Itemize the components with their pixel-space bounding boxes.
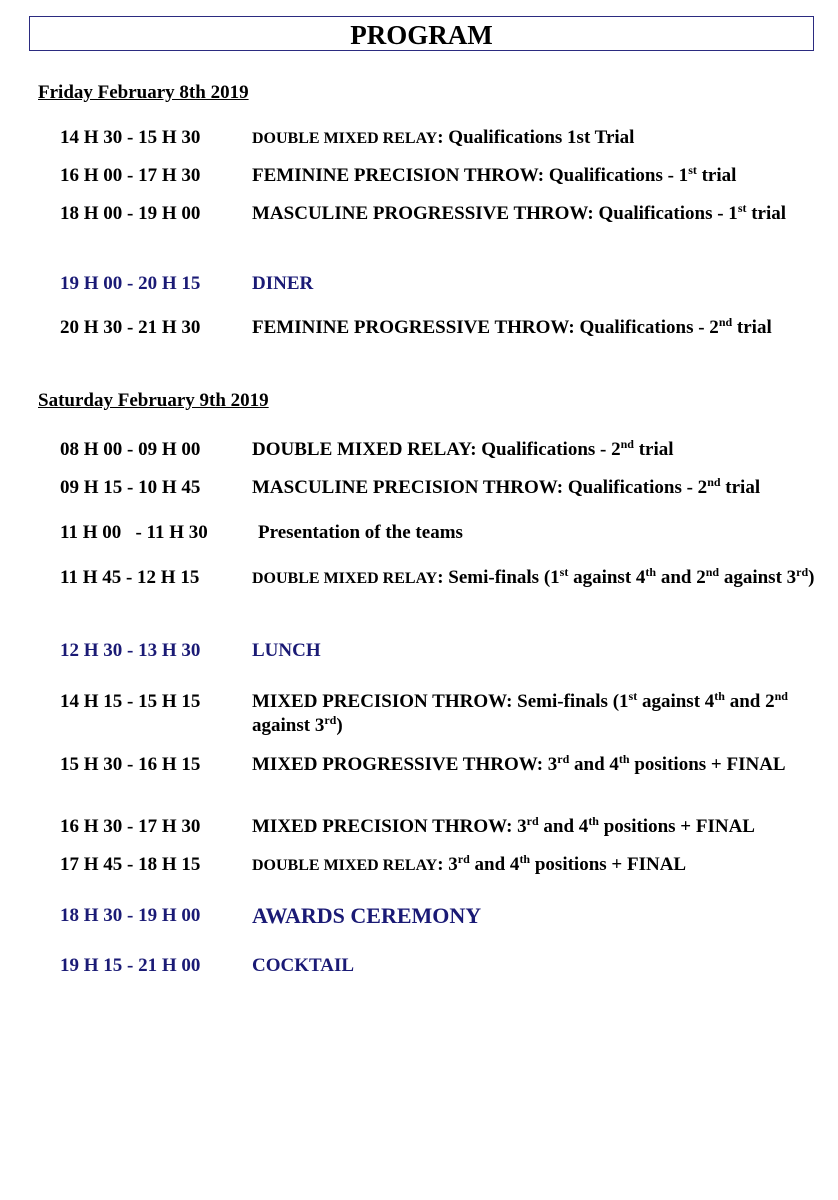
item-event: FEMININE PRECISION THROW [252,165,538,186]
item-time: 18 H 30 - 19 H 00 [60,905,201,926]
item-description: DOUBLE MIXED RELAY: Qualifications - 2nd trial [252,437,674,460]
item-event: MIXED PRECISION THROW [252,816,507,837]
item-time: 11 H 00 - 11 H 30 [60,522,208,543]
item-event: AWARDS CEREMONY [252,903,482,928]
item-detail: Qualifications - 2nd trial [481,437,674,460]
page-title: PROGRAM [29,16,814,51]
item-description: DOUBLE MIXED RELAY: Qualifications 1st Trial [252,127,635,148]
item-description: FEMININE PROGRESSIVE THROW: Qualifications - 2nd trial [252,315,772,338]
item-description: DOUBLE MIXED RELAY: 3rd and 4th positions + FINAL [252,852,687,875]
item-event: COCKTAIL [252,955,355,976]
item-time: 16 H 00 - 17 H 30 [60,165,201,186]
item-time: 16 H 30 - 17 H 30 [60,816,201,837]
item-description [258,521,833,545]
item-detail: 3rd and 4th positions + FINAL [547,752,786,775]
item-detail: Qualifications - 2nd trial [567,475,761,498]
item-description: MIXED PRECISION THROW: Semi-finals (1st against 4th and 2nd against 3rd) [252,689,788,736]
item-description [252,954,827,978]
item-detail: Qualifications - 2nd trial [579,315,772,338]
item-time: 08 H 00 - 09 H 00 [60,439,201,460]
item-time: 12 H 30 - 13 H 30 [60,640,201,661]
item-time: 20 H 30 - 21 H 30 [60,317,201,338]
item-event: Presentation of the teams [258,522,463,543]
item-event: MIXED PROGRESSIVE THROW [252,754,537,775]
item-time: 14 H 30 - 15 H 30 [60,127,201,148]
item-description [252,272,827,296]
item-description: MIXED PRECISION THROW: 3rd and 4th positions + FINAL [252,814,755,837]
item-detail: Qualifications - 1st trial [548,163,737,186]
item-description: MIXED PROGRESSIVE THROW: 3rd and 4th positions + FINAL [252,752,786,775]
item-event: DOUBLE MIXED RELAY [252,857,438,874]
item-event: FEMININE PROGRESSIVE THROW [252,317,569,338]
item-detail: Qualifications 1st Trial [448,127,635,148]
item-description [252,904,827,928]
item-time: 19 H 00 - 20 H 15 [60,273,201,294]
item-time: 19 H 15 - 21 H 00 [60,955,201,976]
item-event: MASCULINE PRECISION THROW [252,477,557,498]
item-event: DOUBLE MIXED RELAY [252,570,438,587]
item-detail: Qualifications - 1st trial [598,201,787,224]
day-heading-saturday: Saturday February 9th 2019 [38,390,269,411]
item-event: DINER [252,273,314,294]
item-detail: 3rd and 4th positions + FINAL [517,814,755,837]
item-event: DOUBLE MIXED RELAY [252,130,438,147]
item-time: 14 H 15 - 15 H 15 [60,691,201,712]
item-description: DOUBLE MIXED RELAY: Semi-finals (1st against 4th and 2nd against 3rd) [252,565,815,588]
item-event: MIXED PRECISION THROW [252,691,507,712]
item-time: 17 H 45 - 18 H 15 [60,854,201,875]
item-time: 09 H 15 - 10 H 45 [60,477,201,498]
item-event: MASCULINE PROGRESSIVE THROW [252,203,588,224]
item-time: 18 H 00 - 19 H 00 [60,203,201,224]
item-time: 11 H 45 - 12 H 15 [60,567,200,588]
item-detail: 3rd and 4th positions + FINAL [448,852,687,875]
item-event: LUNCH [252,640,321,661]
item-detail: Semi-finals (1st against 4th and 2nd against 3rd) [252,689,788,736]
item-description: MASCULINE PROGRESSIVE THROW: Qualifications - 1st trial [252,201,787,224]
item-event: DOUBLE MIXED RELAY [252,439,471,460]
item-detail: Semi-finals (1st against 4th and 2nd against 3rd) [448,565,815,588]
item-description: MASCULINE PRECISION THROW: Qualifications - 2nd trial [252,475,761,498]
item-description [252,639,827,663]
day-heading-friday: Friday February 8th 2019 [38,82,249,103]
item-description: FEMININE PRECISION THROW: Qualifications - 1st trial [252,163,737,186]
item-time: 15 H 30 - 16 H 15 [60,754,201,775]
